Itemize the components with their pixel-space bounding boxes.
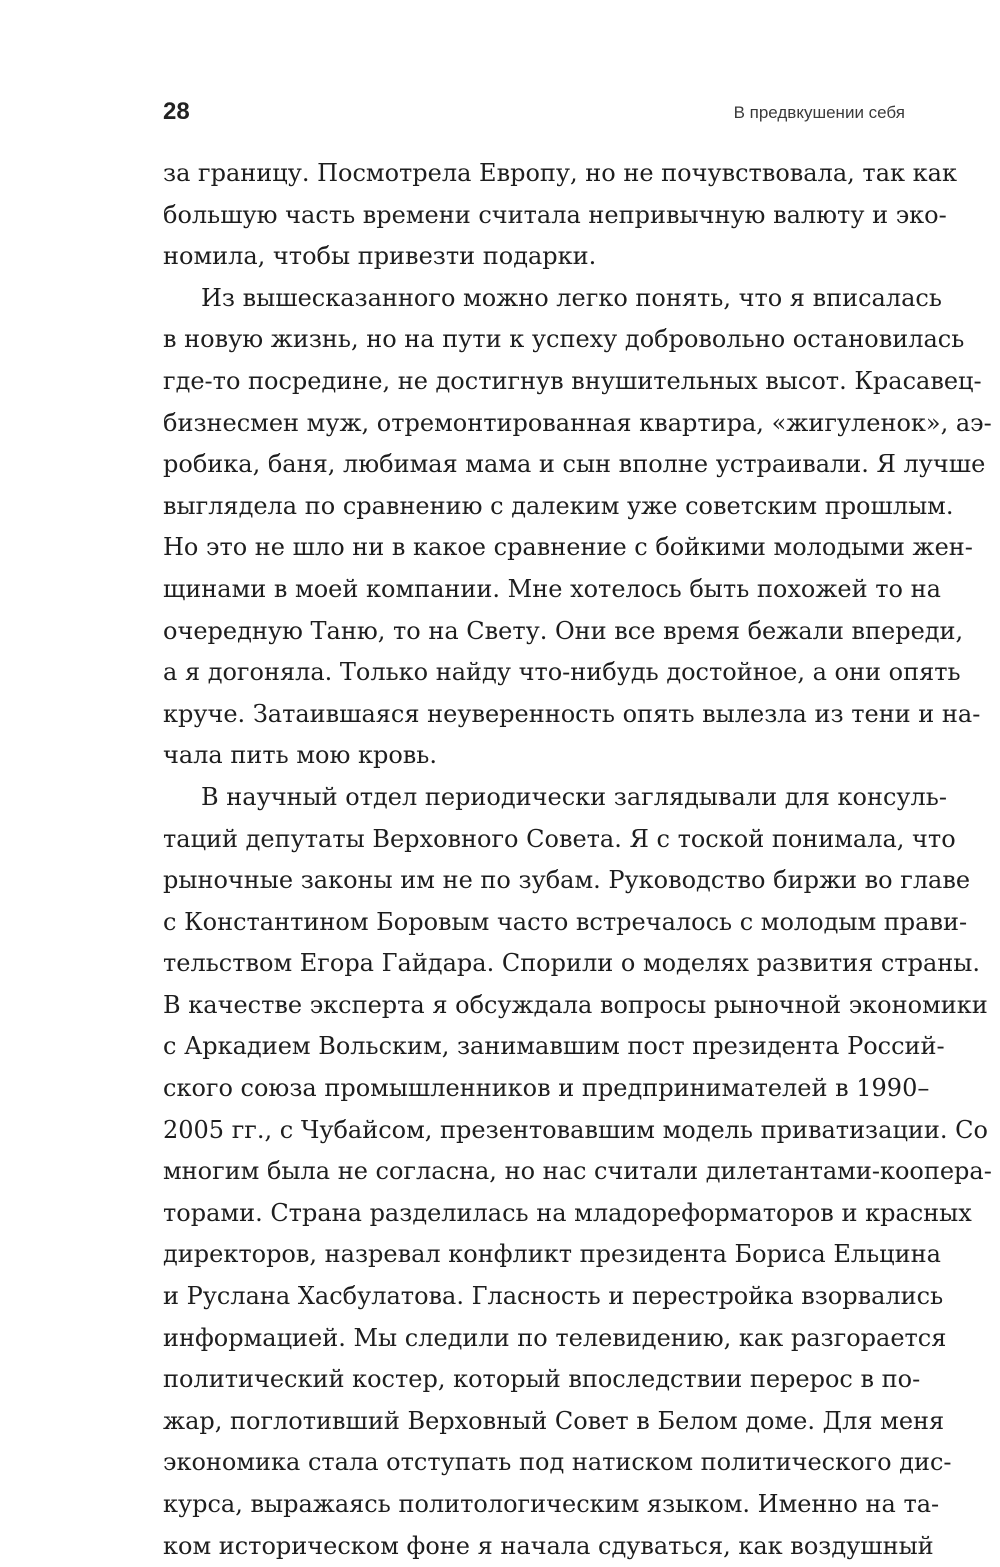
- page-number: 28: [163, 98, 190, 125]
- paragraph: [163, 278, 992, 777]
- text-line: тельством Егора Гайдара. Спорили о моделях развития страны.: [163, 949, 981, 978]
- text-line: ского союза промышленников и предпринимателей в 1990–: [163, 1074, 930, 1103]
- text-line: и Руслана Хасбулатова. Гласность и перестройка взорвались: [163, 1282, 944, 1311]
- paragraph: [163, 153, 957, 278]
- text-line: чала пить мою кровь.: [163, 741, 437, 770]
- text-line: очередную Таню, то на Свету. Они все время бежали впереди,: [163, 616, 964, 645]
- text-line: щинами в моей компании. Мне хотелось быть похожей то на: [163, 574, 941, 603]
- text-line: многим была не согласна, но нас считали дилетантами-коопера-: [163, 1157, 992, 1186]
- text-line: где-то посредине, не достигнув внушительных высот. Красавец-: [163, 366, 982, 395]
- text-line: Но это не шло ни в какое сравнение с бойкими молодыми жен-: [163, 533, 973, 562]
- text-line: ком историческом фоне я начала сдуваться, как воздушный: [163, 1531, 934, 1560]
- body-text: [163, 153, 992, 1567]
- text-line: с Аркадием Вольским, занимавшим пост президента Россий-: [163, 1032, 945, 1061]
- text-line: номила, чтобы привезти подарки.: [163, 242, 597, 271]
- text-line: курса, выражаясь политологическим языком. Именно на та-: [163, 1490, 940, 1518]
- text-line: а я догоняла. Только найду что-нибудь достойное, а они опять: [163, 658, 961, 687]
- text-line: информацией. Мы следили по телевидению, как разгорается: [163, 1323, 947, 1352]
- text-line: рыночные законы им не по зубам. Руководство биржи во главе: [163, 866, 971, 895]
- text-line: экономика стала отступать под натиском политического дис-: [163, 1448, 952, 1477]
- text-line: Из вышесказанного можно легко понять, что я вписалась: [201, 283, 942, 312]
- text-line: В качестве эксперта я обсуждала вопросы рыночной экономики: [163, 990, 988, 1019]
- running-title: В предвкушении себя: [733, 103, 905, 122]
- text-line: робика, баня, любимая мама и сын вполне устраивали. Я лучше: [163, 450, 986, 479]
- text-line: с Константином Боровым часто встречалось с молодым прави-: [163, 907, 968, 936]
- text-line: В научный отдел периодически заглядывали для консуль-: [201, 782, 947, 811]
- text-line: бизнесмен муж, отремонтированная квартира, «жигуленок», аэ-: [163, 408, 992, 437]
- paragraph: [163, 777, 992, 1567]
- text-line: большую часть времени считала непривычную валюту и эко-: [163, 200, 947, 229]
- text-line: выглядела по сравнению с далеким уже советским прошлым.: [163, 491, 954, 520]
- text-line: политический костер, который впоследствии перерос в по-: [163, 1365, 921, 1394]
- text-line: в новую жизнь, но на пути к успеху добровольно остановилась: [163, 325, 965, 354]
- text-line: торами. Страна разделилась на младореформаторов и красных: [163, 1198, 972, 1227]
- text-line: директоров, назревал конфликт президента Бориса Ельцина: [163, 1240, 941, 1269]
- text-line: круче. Затаившаяся неуверенность опять вылезла из тени и на-: [163, 699, 981, 728]
- text-line: 2005 гг., с Чубайсом, презентовавшим модель приватизации. Со: [163, 1115, 988, 1144]
- text-line: за границу. Посмотрела Европу, но не почувствовала, так как: [163, 159, 957, 187]
- page-header: [163, 96, 905, 132]
- text-line: жар, поглотивший Верховный Совет в Белом доме. Для меня: [163, 1406, 945, 1435]
- text-line: таций депутаты Верховного Совета. Я с тоской понимала, что: [163, 824, 956, 853]
